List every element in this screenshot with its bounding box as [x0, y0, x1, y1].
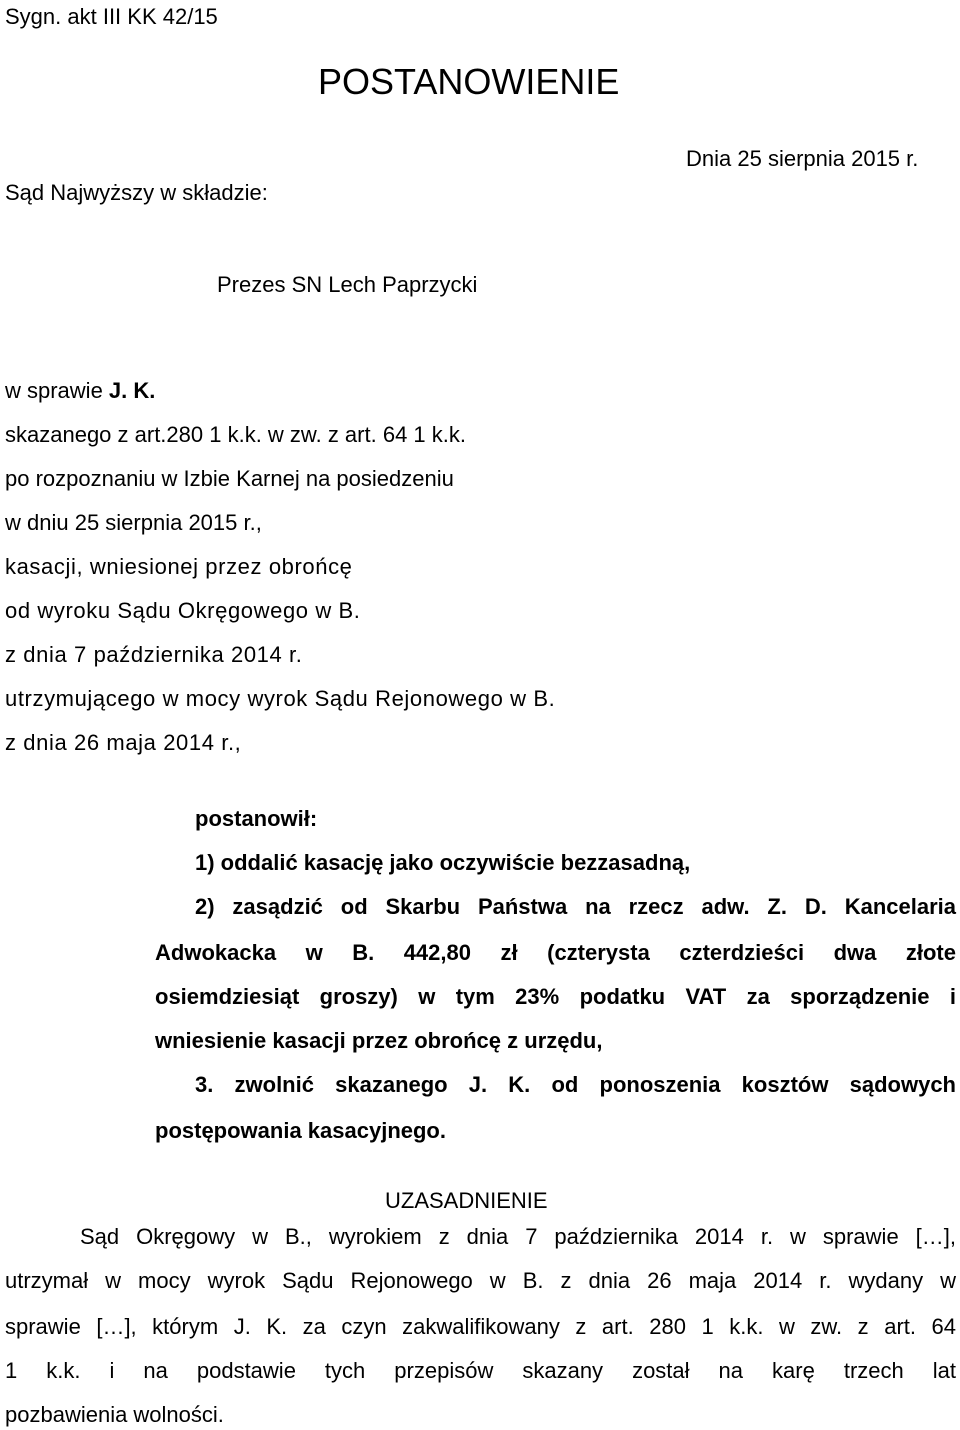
decision-date: Dnia 25 sierpnia 2015 r.	[686, 146, 919, 171]
decision-item-2-line-3: osiemdziesiąt groszy) w tym 23% podatku VAT za sporządzenie i	[155, 984, 956, 1009]
decision-item-2-line-4: wniesienie kasacji przez obrońcę z urzędu,	[155, 1028, 603, 1053]
justification-line-3: sprawie […], którym J. K. za czyn zakwalifikowany z art. 280 1 k.k. w zw. z art. 64	[5, 1314, 956, 1339]
case-line-4: w dniu 25 sierpnia 2015 r.,	[5, 510, 262, 535]
decision-item-3-line-2: postępowania kasacyjnego.	[155, 1118, 446, 1143]
case-line-1	[5, 378, 155, 404]
decision-item-2-line-1: 2) zasądzić od Skarbu Państwa na rzecz adw. Z. D. Kancelaria	[195, 894, 956, 919]
justification-line-4: 1 k.k. i na podstawie tych przepisów skazany został na karę trzech lat	[5, 1358, 956, 1383]
document-title: POSTANOWIENIE	[318, 61, 620, 102]
decision-item-3-line-1: 3. zwolnić skazanego J. K. od ponoszenia kosztów sądowych	[195, 1072, 956, 1097]
case-line-1-prefix: w sprawie	[5, 378, 109, 403]
judge-name: Prezes SN Lech Paprzycki	[217, 272, 478, 297]
case-line-8: utrzymującego w mocy wyrok Sądu Rejonowego w B.	[5, 686, 556, 711]
justification-heading: UZASADNIENIE	[385, 1188, 548, 1213]
case-signature: Sygn. akt III KK 42/15	[5, 4, 218, 29]
justification-line-2: utrzymał w mocy wyrok Sądu Rejonowego w B. z dnia 26 maja 2014 r. wydany w	[5, 1268, 956, 1293]
decision-item-2-line-2: Adwokacka w B. 442,80 zł (czterysta czterdzieści dwa złote	[155, 940, 956, 965]
case-line-3: po rozpoznaniu w Izbie Karnej na posiedzeniu	[5, 466, 454, 491]
justification-line-1: Sąd Okręgowy w B., wyrokiem z dnia 7 października 2014 r. w sprawie […],	[80, 1224, 956, 1249]
case-line-9: z dnia 26 maja 2014 r.,	[5, 730, 242, 755]
case-line-7: z dnia 7 października 2014 r.	[5, 642, 303, 667]
decision-item-1: 1) oddalić kasację jako oczywiście bezzasadną,	[195, 850, 691, 875]
case-line-5: kasacji, wniesionej przez obrońcę	[5, 554, 353, 579]
defendant-name: J. K.	[108, 378, 156, 403]
decision-heading: postanowił:	[195, 806, 318, 831]
case-line-6: od wyroku Sądu Okręgowego w B.	[5, 598, 361, 623]
court-composition-label: Sąd Najwyższy w składzie:	[5, 180, 268, 205]
justification-line-5: pozbawienia wolności.	[5, 1402, 224, 1427]
case-line-2: skazanego z art.280 1 k.k. w zw. z art. 64 1 k.k.	[5, 422, 466, 447]
